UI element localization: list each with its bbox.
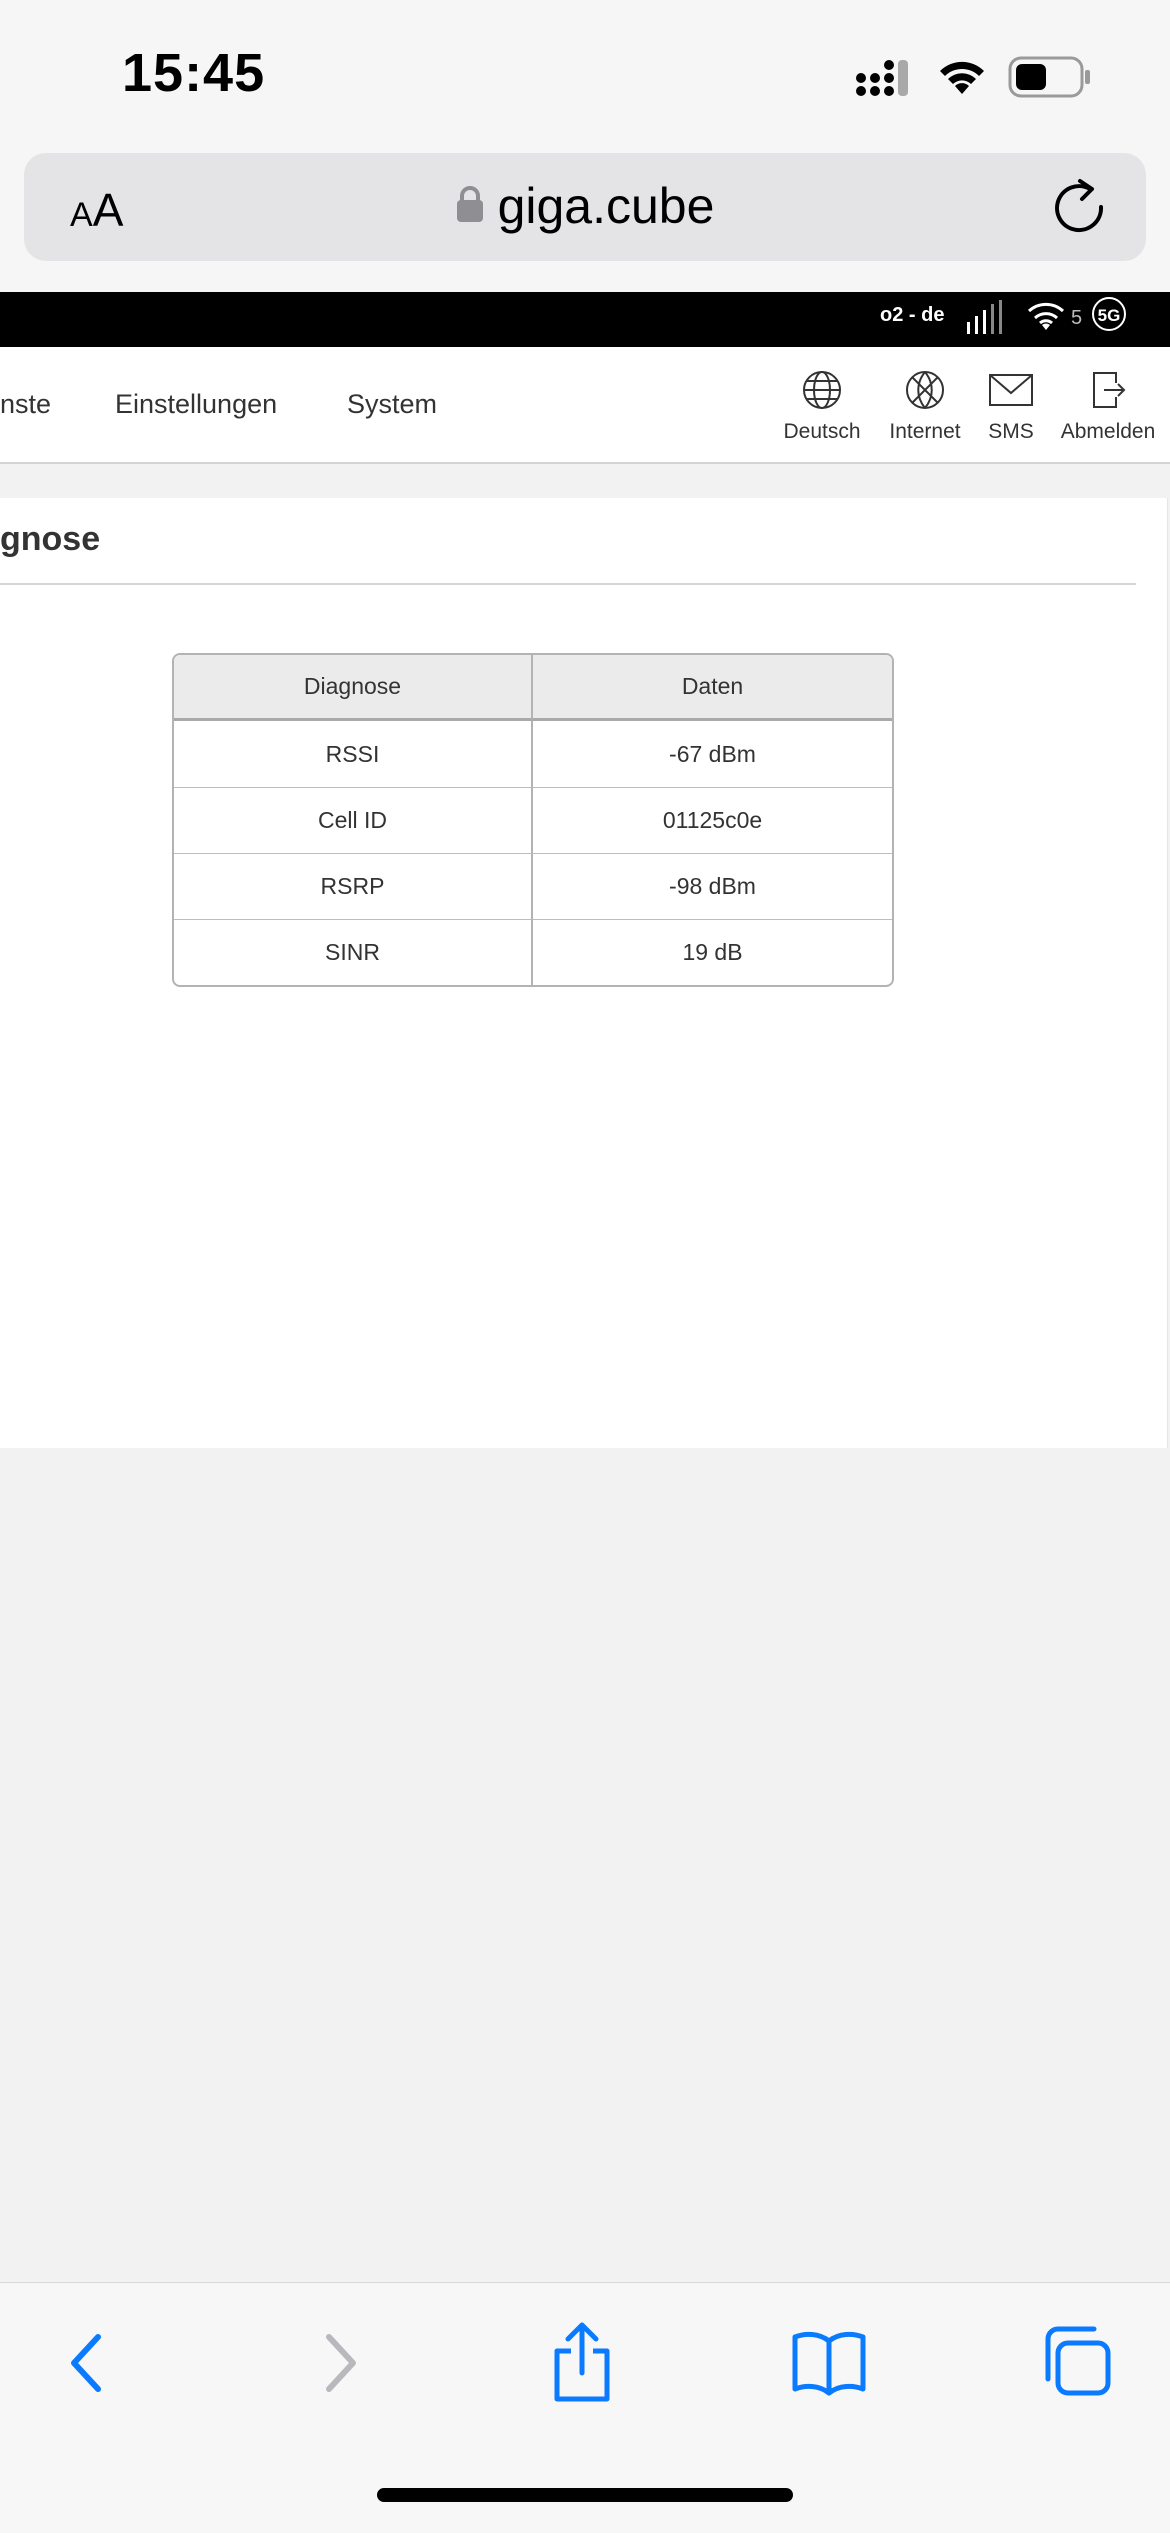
value-cell: 19 dB — [533, 919, 892, 985]
nav-item-dienste[interactable]: nste — [0, 389, 52, 419]
table-header-row — [174, 655, 892, 721]
language-button[interactable] — [772, 369, 872, 444]
share-icon[interactable] — [549, 2321, 615, 2405]
diagnose-cell: RSSI — [174, 721, 533, 787]
status-time: 15:45 — [122, 43, 266, 103]
nav-item-einstellungen[interactable]: Einstellungen — [115, 389, 278, 419]
internet-icon — [904, 369, 946, 411]
text-size-button[interactable]: AA — [70, 184, 124, 236]
wifi-icon — [935, 56, 989, 96]
value-cell: -98 dBm — [533, 853, 892, 919]
signal-bars-icon — [965, 300, 1005, 336]
reload-icon[interactable] — [1052, 177, 1110, 237]
table-row — [174, 721, 892, 787]
carrier-name: o2 - de — [880, 304, 945, 326]
internet-button[interactable] — [875, 369, 975, 444]
lock-icon — [456, 185, 484, 223]
column-header-daten: Daten — [533, 655, 892, 721]
router-status-bar — [0, 292, 1170, 347]
internet-label: Internet — [889, 420, 961, 443]
address-bar[interactable] — [24, 153, 1146, 261]
sms-button[interactable] — [961, 369, 1061, 444]
language-label: Deutsch — [783, 420, 861, 443]
page-title: gnose — [0, 520, 101, 558]
logout-icon — [1088, 369, 1128, 411]
browser-address-bar-area — [0, 150, 1170, 292]
diagnose-cell: Cell ID — [174, 787, 533, 853]
table-row — [174, 919, 892, 985]
value-cell: 01125c0e — [533, 787, 892, 853]
title-divider — [0, 583, 1136, 585]
sms-label: SMS — [988, 420, 1034, 443]
url-text: giga.cube — [497, 178, 715, 234]
column-header-diagnose: Diagnose — [174, 655, 533, 721]
table-row — [174, 787, 892, 853]
nav-item-system[interactable]: System — [347, 389, 438, 419]
bookmarks-icon[interactable] — [791, 2327, 867, 2397]
logout-label: Abmelden — [1060, 420, 1156, 443]
tabs-icon[interactable] — [1040, 2323, 1112, 2399]
globe-icon — [801, 369, 843, 411]
home-indicator — [377, 2488, 793, 2502]
table-row — [174, 853, 892, 919]
diagnose-cell: RSRP — [174, 853, 533, 919]
url-field[interactable] — [24, 177, 1146, 235]
ios-status-bar — [0, 0, 1170, 150]
wifi-client-count: 5 — [1071, 307, 1083, 329]
diagnose-panel — [0, 498, 1168, 1448]
network-type-badge: 5G — [1092, 297, 1126, 331]
value-cell: -67 dBm — [669, 740, 756, 767]
back-icon[interactable] — [60, 2327, 116, 2399]
logout-button[interactable] — [1058, 369, 1158, 444]
battery-icon — [1008, 56, 1092, 98]
diagnose-table — [172, 653, 894, 987]
cellular-signal-icon — [855, 58, 917, 98]
router-wifi-icon — [1025, 298, 1067, 334]
forward-icon[interactable] — [311, 2327, 367, 2399]
router-nav — [0, 347, 1170, 464]
diagnose-cell: SINR — [174, 919, 533, 985]
mail-icon — [988, 369, 1034, 411]
